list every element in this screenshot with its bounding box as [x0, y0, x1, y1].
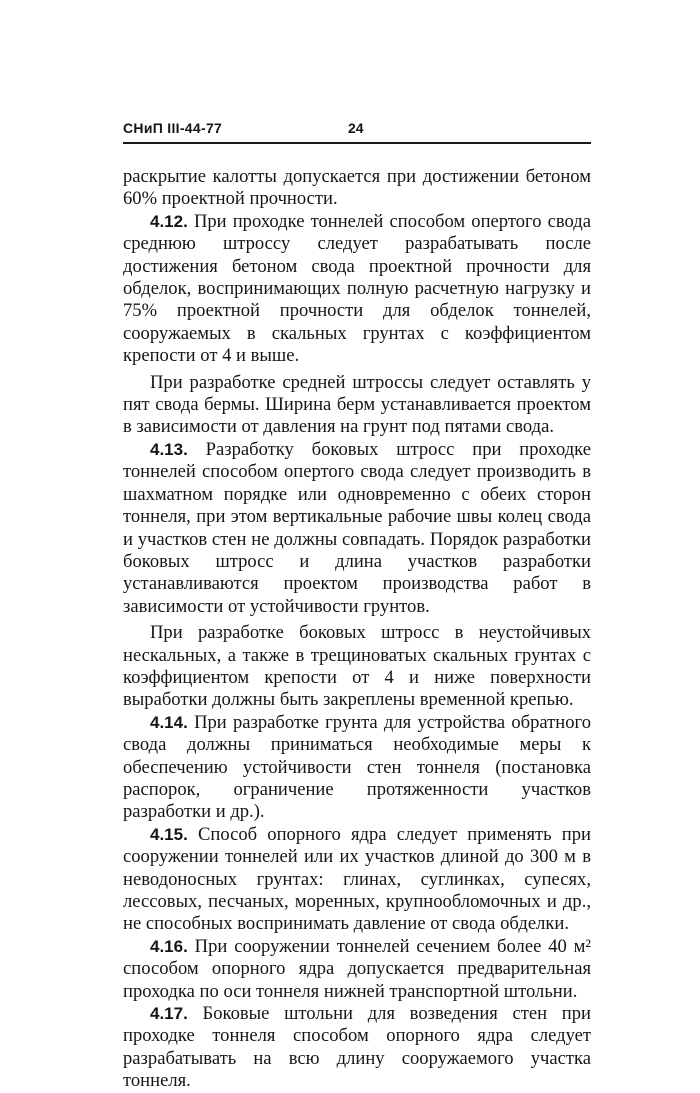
paragraph-text: При проходке тоннелей способом опертого свода среднюю штроссу следует разрабатывать после достижения бетоном свода проектной прочности для обделок, воспринимающих полную расчетную нагрузку и 75% проектной прочности для обделок тоннелей, сооружаемых в скальных грунтах с коэффициентом крепости от 4 и выше. [123, 210, 591, 367]
section-number: 4.16. [150, 936, 188, 956]
paragraph-4-13 [123, 439, 591, 618]
paragraph-text: Разработку боковых штросс при проходке тоннелей способом опертого свода следует производить в шахматном порядке или одновременно с обеих сторон тоннеля, при этом вертикальные рабочие швы колец свода и участков стен не должны совпадать. Порядок разработки боковых штросс и длина участков разработки устанавливаются проектом производства работ в зависимости от устойчивости грунтов. [123, 438, 591, 617]
paragraph-text: При разработке средней штроссы следует оставлять у пят свода бермы. Ширина берм устанавливается проектом в зависимости от давления на грунт под пятами свода. [123, 371, 591, 438]
paragraph-bokovye-shtrossy [123, 622, 591, 712]
paragraph-4-16 [123, 936, 591, 1003]
section-number: 4.15. [150, 824, 188, 844]
page-header [123, 118, 591, 144]
paragraph-4-17 [123, 1003, 591, 1093]
section-number: 4.12. [150, 211, 188, 231]
paragraph-text: При разработке грунта для устройства обратного свода должны приниматься необходимые меры к обеспечению устойчивости стен тоннеля (постановка распорок, ограничение протяженности участков разработки и др.). [123, 711, 591, 823]
body-text [123, 166, 591, 1093]
paragraph-text: При сооружении тоннелей сечением более 40 м² способом опорного ядра допускается предварительная проходка по оси тоннеля нижней транспортной штольни. [123, 935, 591, 1002]
section-number: 4.13. [150, 439, 188, 459]
paragraph-continuation [123, 166, 591, 211]
paragraph-4-14 [123, 712, 591, 824]
document-page [123, 118, 591, 1093]
paragraph-text: Способ опорного ядра следует применять при сооружении тоннелей или их участков длиной до 300 м в неводоносных грунтах: глинах, суглинках, супесях, лессовых, песчаных, моренных, крупнообломочных и др., не способных воспринимать давление от свода обделки. [123, 823, 591, 935]
section-number: 4.17. [150, 1004, 188, 1024]
paragraph-4-15 [123, 824, 591, 936]
document-code: СНиП III-44-77 [123, 120, 223, 136]
section-number: 4.14. [150, 712, 188, 732]
paragraph-4-12 [123, 211, 591, 368]
paragraph-text: При разработке боковых штросс в неустойчивых нескальных, а также в трещиноватых скальных грунтах с коэффициентом крепости от 4 и ниже поверхности выработки должны быть закреплены временной крепью. [123, 622, 591, 711]
page-number: 24 [348, 120, 364, 136]
paragraph-bermy [123, 372, 591, 439]
paragraph-text: раскрытие калотты допускается при достижении бетоном 60% проектной прочности. [123, 166, 591, 210]
paragraph-text: Боковые штольни для возведения стен при проходке тоннеля способом опорного ядра следует разрабатывать на всю длину сооружаемого участка тоннеля. [123, 1003, 591, 1092]
